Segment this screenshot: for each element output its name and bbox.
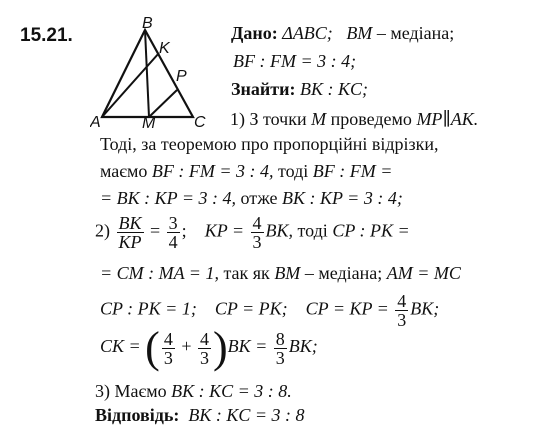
frac-num: 4 [199, 328, 209, 349]
given-line [231, 22, 454, 44]
paren-close: ) [212, 323, 228, 372]
frac-num: 4 [397, 291, 407, 311]
step1-line2: Тоді, за теоремою про пропорційні відрізки, [100, 134, 439, 154]
fraction-4-3-d [198, 330, 211, 367]
given-label: Дано: [231, 23, 278, 43]
fraction-bk-kp [117, 214, 144, 251]
step1-text-b: проведемо [326, 109, 417, 129]
cp-pk: CP : PK = [332, 220, 410, 241]
given-triangle: ΔABC; [282, 23, 333, 43]
fraction-3-4 [167, 214, 180, 251]
bk-end-2: BK; [288, 336, 318, 357]
problem-number: 15.21. [20, 25, 73, 46]
cm-ma: = CM : MA = 1, [100, 263, 219, 283]
bk-eq: BK = [227, 336, 272, 357]
find-expr: BK : KC; [299, 79, 368, 99]
segment-ak [102, 53, 159, 117]
find-label: Знайти: [231, 79, 296, 99]
given-ratio: BF : FM = 3 : 4; [233, 51, 357, 71]
kp-rhs: BK, [265, 220, 294, 241]
fraction-4-3-c [162, 330, 175, 367]
since-text: так як [218, 263, 275, 283]
step1-line4 [100, 187, 403, 209]
paren-open: ( [145, 323, 160, 372]
frac-den: 3 [163, 347, 173, 368]
given-median-text: – медіана; [372, 23, 455, 43]
frac-num: 3 [168, 213, 178, 233]
fraction-4-3 [251, 214, 264, 251]
frac-den: 3 [199, 347, 209, 368]
step1-l4-expr2: BK : KP = 3 : 4; [282, 188, 403, 208]
step3-label: 3) Маємо [95, 381, 172, 401]
frac-num: 4 [252, 213, 262, 233]
step1-line3 [100, 160, 392, 182]
frac-num: 4 [163, 328, 173, 349]
step1-l3-expr: BF : FM = 3 : 4, [151, 161, 274, 181]
label-c: C [194, 114, 206, 130]
parallel-symbol: ∥ [442, 109, 451, 129]
median-text: – медіана; [300, 263, 387, 283]
cp-kp: CP = KP = [305, 298, 394, 319]
step1-l3-expr2: BF : FM = [312, 161, 393, 181]
frac-den: 3 [397, 310, 407, 330]
step2-line2 [100, 262, 461, 284]
am-mc: AM = MC [386, 263, 461, 283]
label-m: M [142, 115, 156, 130]
plus: + [176, 336, 196, 357]
step2-label: 2) [95, 220, 110, 241]
segment-mp [149, 90, 177, 117]
frac-den: KP [118, 232, 142, 252]
kp-lhs: KP = [204, 220, 249, 241]
step3-line [95, 380, 292, 402]
step1-l4-text: отже [235, 188, 283, 208]
bm-text: BM [274, 263, 301, 283]
step1-l4-expr: = BK : KP = 3 : 4, [100, 188, 236, 208]
cp-eq-pk: CP = PK; [214, 298, 288, 319]
fraction-4-3-b [395, 292, 408, 329]
median-bm [145, 30, 149, 117]
frac-den: 3 [252, 232, 262, 252]
cp-pk-1: CP : PK = 1; [100, 298, 197, 319]
step1-text-a: 1) З точки [230, 109, 312, 129]
step1-point-m: M [311, 109, 327, 129]
step1-l3-text-a: маємо [100, 161, 152, 181]
find-line [231, 78, 368, 100]
label-k: K [159, 40, 170, 57]
step2-line1: 2) $\frac{BK}{KP}$ = $\frac{3}{4}$ ; KP = $\frac{4}{3}$ BK, тоді CP : PK = [95, 213, 410, 252]
step1-ak: AK. [450, 109, 479, 129]
frac-den: 4 [168, 232, 178, 252]
frac-den: 3 [275, 347, 285, 368]
frac-num: BK [118, 213, 142, 233]
answer-expr: BK : KC = 3 : 8 [188, 405, 305, 425]
then-text: тоді [293, 220, 333, 241]
label-b: B [142, 15, 153, 32]
label-p: P [176, 68, 187, 85]
step1-line1 [230, 108, 478, 130]
answer-label: Відповідь: [95, 405, 180, 425]
given-median: BM [346, 23, 373, 43]
answer-line [95, 404, 305, 426]
step2-line4 [100, 323, 318, 372]
frac-num: 8 [275, 328, 285, 349]
equals: = [145, 220, 165, 241]
step1-mp: MP [416, 109, 443, 129]
ck-lhs: CK = [100, 336, 146, 357]
step1-l3-text-b: тоді [273, 161, 313, 181]
label-a: A [90, 114, 101, 130]
triangle-figure [90, 15, 225, 130]
fraction-8-3 [274, 330, 287, 367]
bk-end: BK; [410, 298, 440, 319]
step3-expr: BK : KC = 3 : 8. [171, 381, 292, 401]
